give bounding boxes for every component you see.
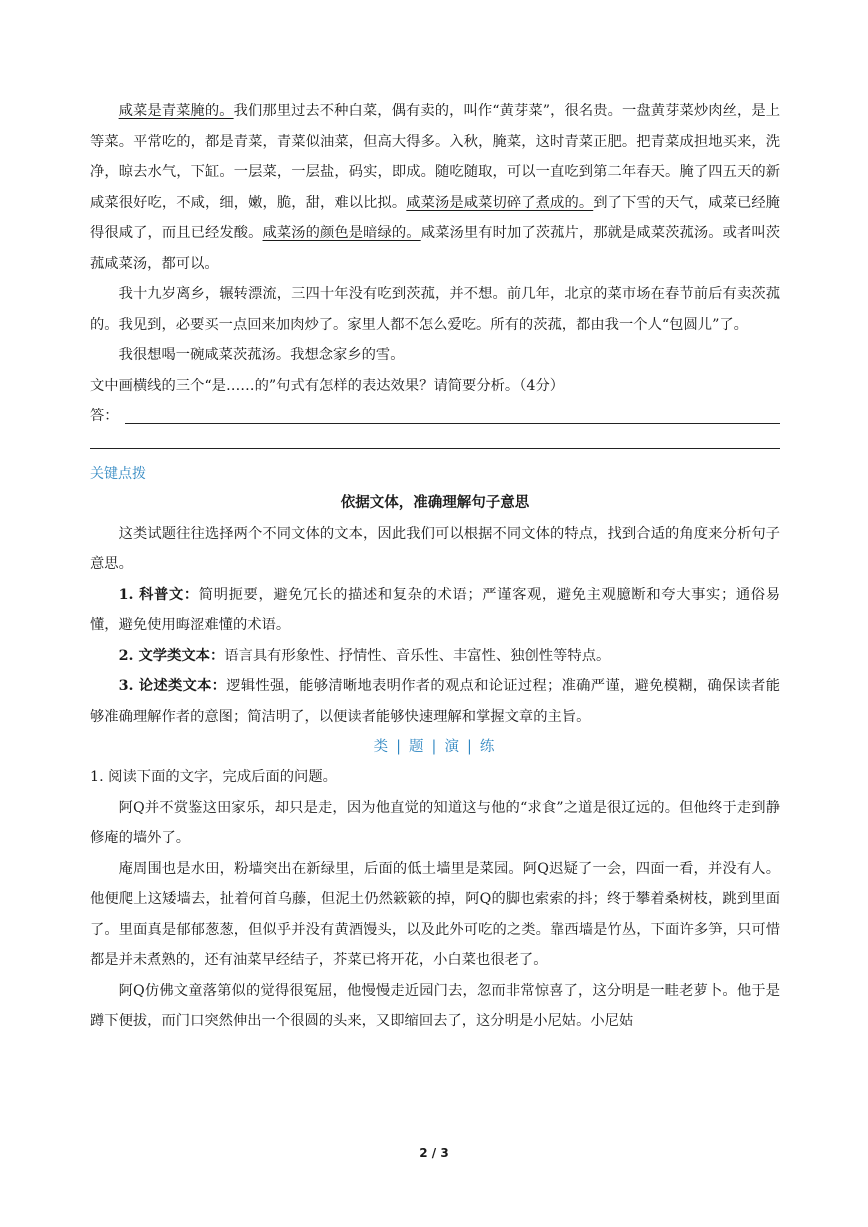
practice-heading: 类 | 题 | 演 | 练 bbox=[373, 739, 497, 755]
answer-line bbox=[90, 401, 780, 432]
key-points-heading: 关键点拨 bbox=[90, 465, 146, 482]
key-point-item: 2. 文学类文本：语言具有形象性、抒情性、音乐性、丰富性、独创性等特点。 bbox=[118, 647, 611, 664]
question-text: 文中画横线的三个“是……的”句式有怎样的表达效果？请简要分析。（4分） bbox=[90, 377, 565, 394]
answer-blank[interactable] bbox=[125, 403, 780, 424]
page-content bbox=[90, 96, 780, 1037]
practice-paragraph: 阿Q仿佛文童落第似的觉得很冤屈，他慢慢走近园门去，忽而非常惊喜了，这分明是一畦老萝卜。他于是蹲下便拔，而门口突然伸出一个很圆的头来，又即缩回去了，这分明是小尼姑。小尼姑 bbox=[90, 982, 780, 1029]
key-point-item: 3. 论述类文本：逻辑性强，能够清晰地表明作者的观点和论证过程；准确严谨，避免模糊，确保读者能够准确理解作者的意图；简洁明了，以便读者能够快速理解和掌握文章的主旨。 bbox=[90, 678, 781, 725]
underlined-sentence-2: 咸菜汤是咸菜切碎了煮成的。 bbox=[406, 194, 594, 211]
answer-label: 答： bbox=[90, 408, 119, 424]
passage-paragraph-2: 我十九岁离乡，辗转漂流，三四十年没有吃到茨菰，并不想。前几年，北京的菜市场在春节前后有卖茨菰的。我见到，必要买一点回来加肉炒了。家里人都不怎么爱吃。所有的茨菰，都由我一个人“包圆儿”了。 bbox=[90, 286, 780, 333]
underlined-sentence-3: 咸菜汤的颜色是暗绿的。 bbox=[262, 225, 421, 241]
page-number: 2 / 3 bbox=[419, 1146, 449, 1160]
practice-question-1: 1. 阅读下面的文字，完成后面的问题。 bbox=[90, 769, 337, 785]
underlined-sentence-1: 咸菜是青菜腌的。 bbox=[118, 103, 234, 119]
key-points-intro: 这类试题往往选择两个不同文体的文本，因此我们可以根据不同文体的特点，找到合适的角度来分析句子意思。 bbox=[90, 525, 780, 572]
passage-paragraph-1: 咸菜是青菜腌的。我们那里过去不种白菜，偶有卖的，叫作“黄芽菜”，很名贵。一盘黄芽菜炒肉丝，是上等菜。平常吃的，都是青菜，青菜似油菜，但高大得多。入秋，腌菜，这时青菜正肥。把青菜成担地买来，洗净，晾去水气，下缸。一层菜，一层盐，码实，即成。随吃随取，可以一直吃到第二年春天。腌了四五天的新咸菜很好吃，不咸，细，嫩，脆，甜，难以比拟。咸菜汤是咸菜切碎了煮成的。到了下雪的天气，咸菜已经腌得很咸了，而且已经发酸。咸菜汤的颜色是暗绿的。咸菜汤里有时加了茨菰片，那就是咸菜茨菰汤。或者叫茨菰咸菜汤，都可以。 bbox=[90, 103, 781, 272]
practice-paragraph: 庵周围也是水田，粉墙突出在新绿里，后面的低土墙里是菜园。阿Q迟疑了一会，四面一看，并没有人。他便爬上这矮墙去，扯着何首乌藤，但泥土仍然簌簌的掉，阿Q的脚也索索的抖；终于攀着桑树枝，跳到里面了。里面真是郁郁葱葱，但似乎并没有黄酒馒头，以及此外可吃的之类。靠西墙是竹丛，下面许多笋，只可惜都是并未煮熟的，还有油菜早经结子，芥菜已将开花，小白菜也很老了。 bbox=[90, 860, 780, 968]
passage-paragraph-3: 我很想喝一碗咸菜茨菰汤。我想念家乡的雪。 bbox=[118, 347, 405, 363]
key-points-title: 依据文体，准确理解句子意思 bbox=[340, 493, 530, 511]
practice-paragraph: 阿Q并不赏鉴这田家乐，却只是走，因为他直觉的知道这与他的“求食”之道是很辽远的。但他终于走到静修庵的墙外了。 bbox=[90, 799, 780, 846]
key-point-item: 1. 科普文：简明扼要，避免冗长的描述和复杂的术语；严谨客观，避免主观臆断和夸大事实；通俗易懂，避免使用晦涩难懂的术语。 bbox=[90, 586, 780, 633]
section-divider bbox=[90, 448, 780, 449]
